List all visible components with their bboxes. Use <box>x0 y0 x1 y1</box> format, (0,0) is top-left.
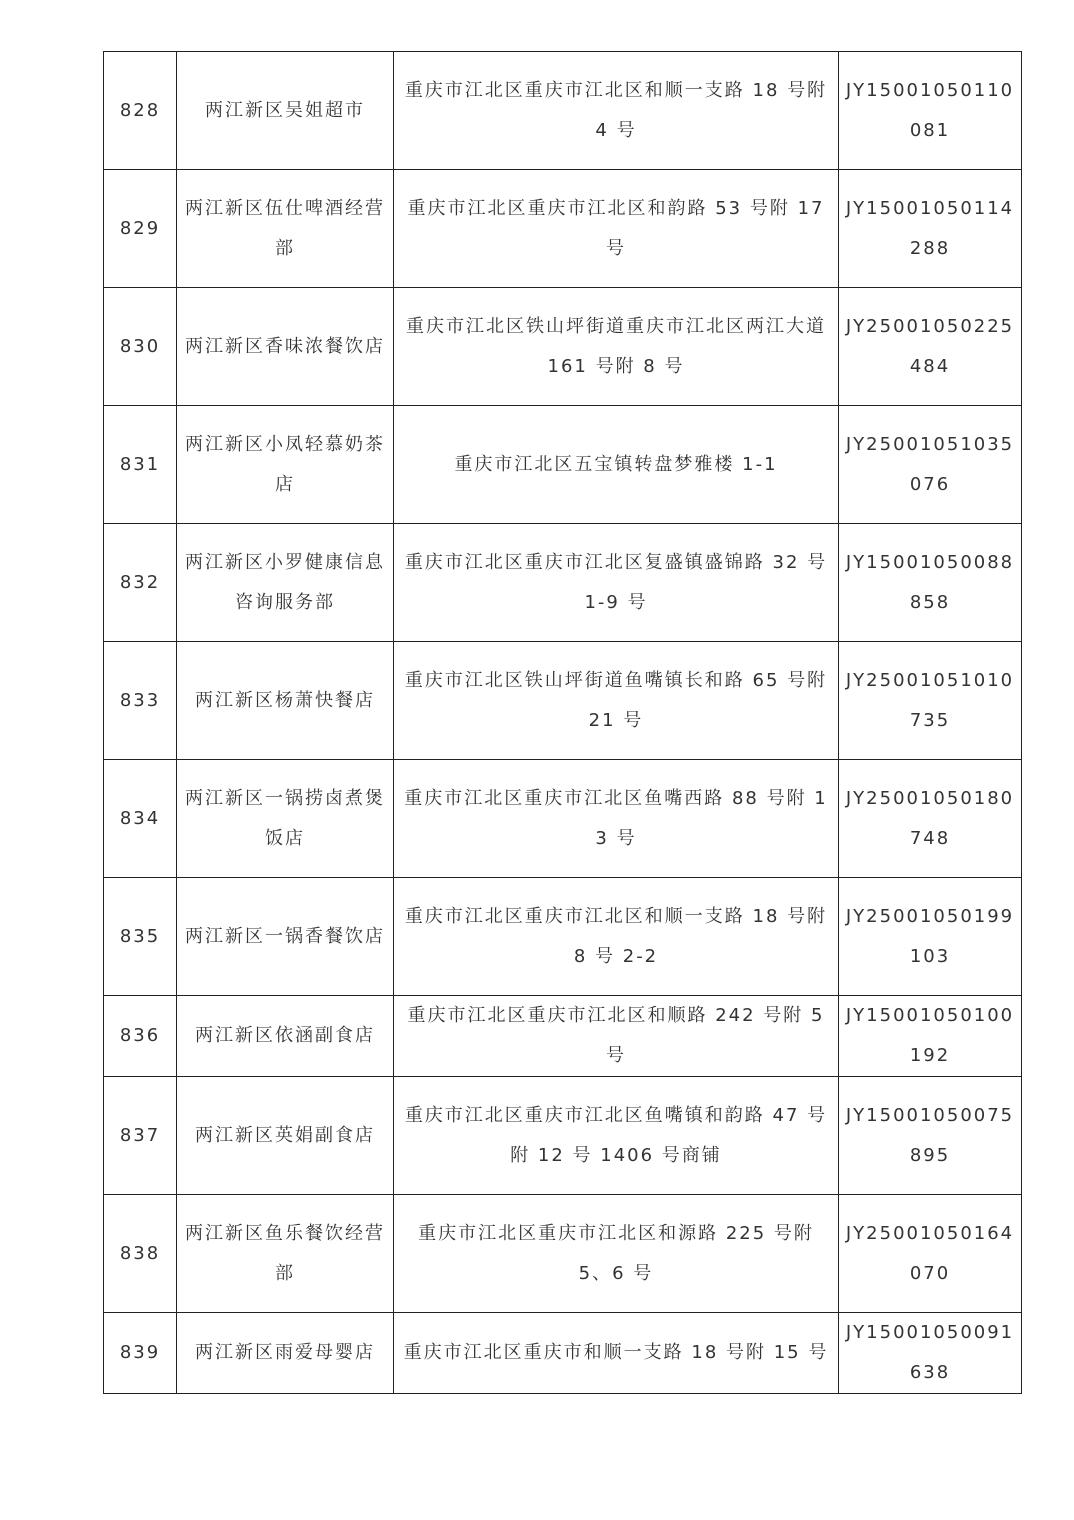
table-row <box>104 288 1022 406</box>
row-number: 838 <box>104 1195 177 1313</box>
row-number: 837 <box>104 1077 177 1195</box>
business-name: 两江新区杨萧快餐店 <box>177 642 394 760</box>
business-name: 两江新区雨爱母婴店 <box>177 1313 394 1394</box>
business-address: 重庆市江北区铁山坪街道鱼嘴镇长和路 65 号附 21 号 <box>394 642 839 760</box>
table-row <box>104 642 1022 760</box>
table-row <box>104 760 1022 878</box>
license-number: JY25001050164070 <box>839 1195 1022 1313</box>
business-address: 重庆市江北区重庆市江北区和顺路 242 号附 5 号 <box>394 996 839 1077</box>
business-address: 重庆市江北区重庆市江北区和顺一支路 18 号附 4 号 <box>394 52 839 170</box>
license-table <box>103 51 1022 1394</box>
row-number: 836 <box>104 996 177 1077</box>
business-name: 两江新区依涵副食店 <box>177 996 394 1077</box>
row-number: 828 <box>104 52 177 170</box>
row-number: 835 <box>104 878 177 996</box>
business-address: 重庆市江北区重庆市江北区鱼嘴西路 88 号附 13 号 <box>394 760 839 878</box>
business-address: 重庆市江北区重庆市和顺一支路 18 号附 15 号 <box>394 1313 839 1394</box>
license-number: JY15001050114288 <box>839 170 1022 288</box>
license-number: JY15001050110081 <box>839 52 1022 170</box>
row-number: 833 <box>104 642 177 760</box>
license-number: JY25001050199103 <box>839 878 1022 996</box>
license-number: JY15001050075895 <box>839 1077 1022 1195</box>
business-address: 重庆市江北区铁山坪街道重庆市江北区两江大道 161 号附 8 号 <box>394 288 839 406</box>
business-name: 两江新区英娟副食店 <box>177 1077 394 1195</box>
row-number: 829 <box>104 170 177 288</box>
business-name: 两江新区伍仕啤酒经营部 <box>177 170 394 288</box>
business-address: 重庆市江北区重庆市江北区复盛镇盛锦路 32 号 1-9 号 <box>394 524 839 642</box>
table-row <box>104 1077 1022 1195</box>
row-number: 830 <box>104 288 177 406</box>
table-row <box>104 1195 1022 1313</box>
row-number: 834 <box>104 760 177 878</box>
license-number: JY25001051010735 <box>839 642 1022 760</box>
business-address: 重庆市江北区重庆市江北区鱼嘴镇和韵路 47 号附 12 号 1406 号商铺 <box>394 1077 839 1195</box>
row-number: 839 <box>104 1313 177 1394</box>
document-page <box>103 51 1022 1394</box>
license-number: JY25001050180748 <box>839 760 1022 878</box>
business-name: 两江新区一锅香餐饮店 <box>177 878 394 996</box>
table-row <box>104 406 1022 524</box>
table-row <box>104 996 1022 1077</box>
business-name: 两江新区香味浓餐饮店 <box>177 288 394 406</box>
row-number: 832 <box>104 524 177 642</box>
business-name: 两江新区一锅捞卤煮煲饭店 <box>177 760 394 878</box>
row-number: 831 <box>104 406 177 524</box>
table-row <box>104 1313 1022 1394</box>
business-name: 两江新区吴姐超市 <box>177 52 394 170</box>
business-address: 重庆市江北区重庆市江北区和顺一支路 18 号附 8 号 2-2 <box>394 878 839 996</box>
license-number: JY25001051035076 <box>839 406 1022 524</box>
table-row <box>104 878 1022 996</box>
license-number: JY15001050100192 <box>839 996 1022 1077</box>
license-number: JY15001050088858 <box>839 524 1022 642</box>
business-address: 重庆市江北区重庆市江北区和源路 225 号附 5、6 号 <box>394 1195 839 1313</box>
business-address: 重庆市江北区五宝镇转盘梦雅楼 1-1 <box>394 406 839 524</box>
license-number: JY25001050225484 <box>839 288 1022 406</box>
business-name: 两江新区小罗健康信息咨询服务部 <box>177 524 394 642</box>
table-row <box>104 524 1022 642</box>
table-row <box>104 52 1022 170</box>
table-row <box>104 170 1022 288</box>
business-name: 两江新区鱼乐餐饮经营部 <box>177 1195 394 1313</box>
license-number: JY15001050091638 <box>839 1313 1022 1394</box>
business-address: 重庆市江北区重庆市江北区和韵路 53 号附 17 号 <box>394 170 839 288</box>
business-name: 两江新区小凤轻慕奶茶店 <box>177 406 394 524</box>
